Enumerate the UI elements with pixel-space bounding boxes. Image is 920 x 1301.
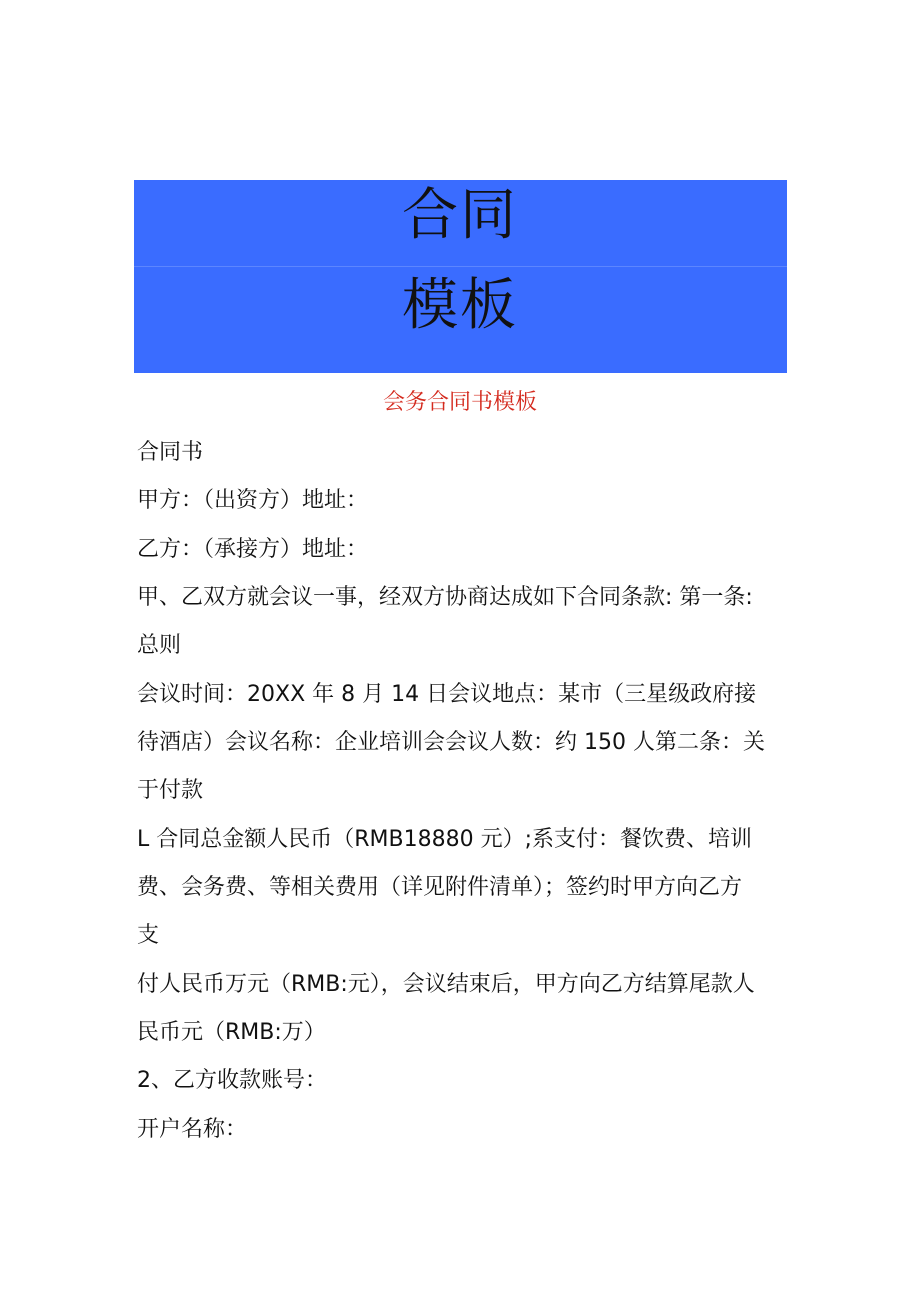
payment-clause-line-4: 付人民币万元（RMB:元），会议结束后，甲方向乙方结算尾款人 [137, 972, 755, 997]
payment-heading-line: 于付款 [137, 778, 204, 803]
account-name-line: 开户名称： [137, 1117, 248, 1142]
party-b-line: 乙方：（承接方）地址： [137, 537, 369, 562]
banner-title-line-1: 合同 [402, 183, 518, 248]
document-heading: 合同书 [137, 440, 204, 465]
payment-clause-line-2: 费、会务费、等相关费用（详见附件清单）；签约时甲方向乙方 [137, 875, 743, 900]
agreement-intro-line: 甲、乙双方就会议一事，经双方协商达成如下合同条款: 第一条: [137, 585, 753, 610]
payment-clause-line-3: 支 [137, 923, 160, 948]
payment-clause-line-5: 民币元（RMB:万） [137, 1020, 326, 1045]
meeting-info-line-2: 待酒店）会议名称：企业培训会会议人数：约 150 人第二条：关 [137, 730, 765, 755]
section-general-line: 总则 [137, 633, 182, 658]
document-subtitle: 会务合同书模板 [382, 390, 537, 415]
payment-clause-line-1: L 合同总金额人民币（RMB18880 元）;系支付：餐饮费、培训 [137, 827, 753, 852]
party-a-line: 甲方：（出资方）地址： [137, 488, 369, 513]
meeting-info-line-1: 会议时间：20XX 年 8 月 14 日会议地点：某市（三星级政府接 [137, 682, 757, 707]
account-heading-line: 2、乙方收款账号： [137, 1068, 327, 1093]
banner-divider [134, 266, 787, 267]
banner-title-line-2: 模板 [402, 273, 518, 338]
